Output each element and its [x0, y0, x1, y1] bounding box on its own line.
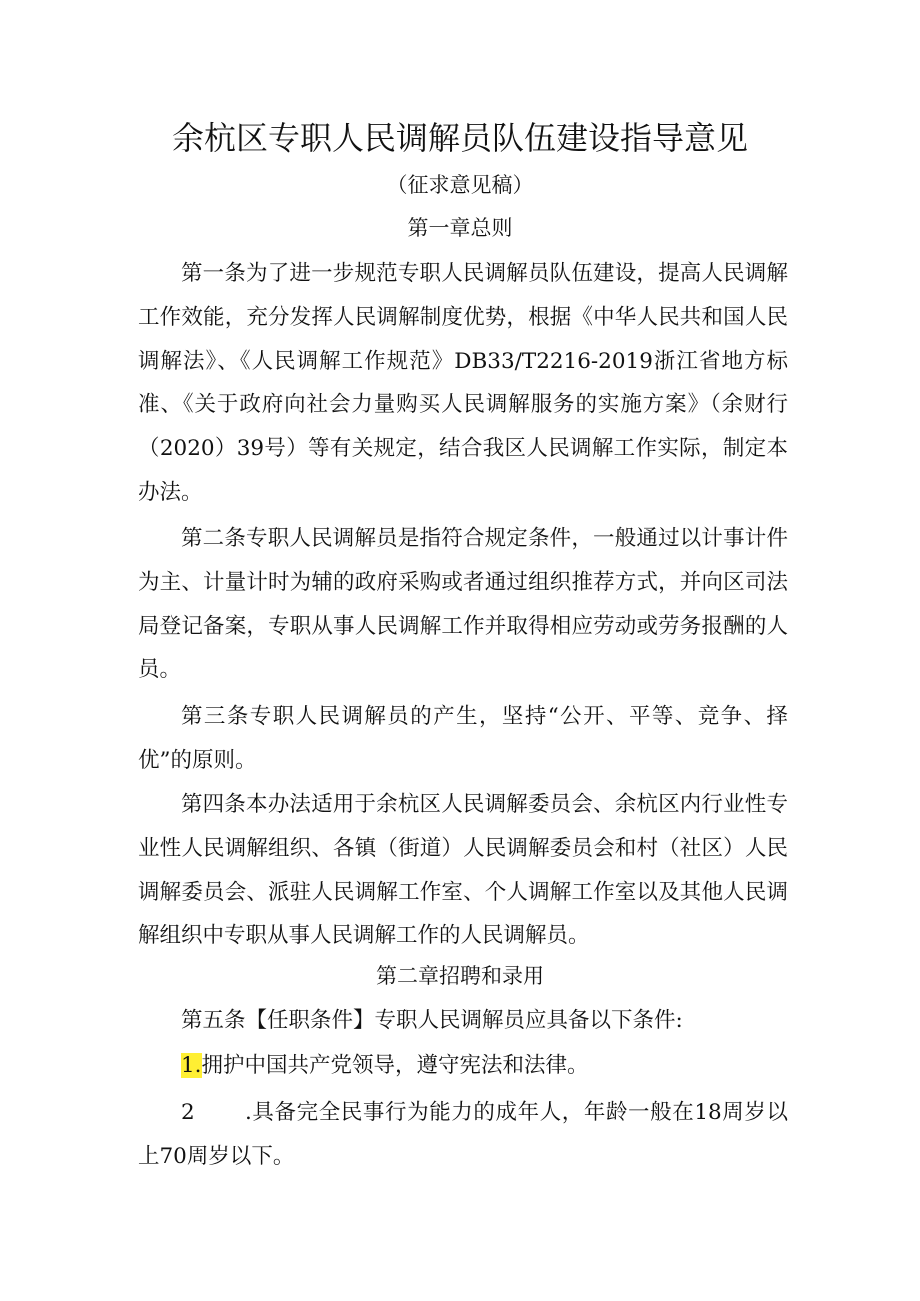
chapter-2-heading: 第二章招聘和录用	[376, 964, 544, 988]
list-item-2-number: 2	[181, 1100, 195, 1125]
list-item-1-number: 1.	[181, 1053, 202, 1078]
article-5-line: 第五条【任职条件】专职人民调解员应具备以下条件:	[181, 1008, 683, 1033]
article-4-paragraph: 第四条本办法适用于余杭区人民调解委员会、余杭区内行业性专业性人民调解组织、各镇（街道）人民调解委员会和村（社区）人民调解委员会、派驻人民调解工作室、个人调解工作室以及其他人民调解组织中专职从事人民调解工作的人民调解员。	[138, 792, 788, 949]
list-item-1-text: 拥护中国共产党领导，遵守宪法和法律。	[201, 1053, 589, 1078]
article-3-paragraph: 第三条专职人民调解员的产生，坚持“公开、平等、竞争、择优”的原则。	[138, 704, 788, 773]
list-item-2-text: .具备完全民事行为能力的成年人，年龄一般在18周岁以上70周岁以下。	[138, 1100, 788, 1169]
article-2-paragraph: 第二条专职人民调解员是指符合规定条件，一般通过以计事计件为主、计量计时为辅的政府采购或者通过组织推荐方式，并向区司法局登记备案，专职从事人民调解工作并取得相应劳动或劳务报酬的人员。	[138, 526, 788, 683]
chapter-1-heading: 第一章总则	[407, 216, 513, 240]
list-item-1	[181, 1050, 589, 1082]
article-1-paragraph: 第一条为了进一步规范专职人民调解员队伍建设，提高人民调解工作效能，充分发挥人民调解制度优势，根据《中华人民共和国人民调解法》、《人民调解工作规范》DB33/T2216-2019浙江省地方标准、《关于政府向社会力量购买人民调解服务的实施方案》（余财行（2020）39号）等有关规定，结合我区人民调解工作实际，制定本办法。	[138, 261, 788, 505]
document-subtitle: （征求意见稿）	[386, 173, 534, 197]
document-title: 余杭区专职人民调解员队伍建设指导意见	[171, 119, 748, 157]
